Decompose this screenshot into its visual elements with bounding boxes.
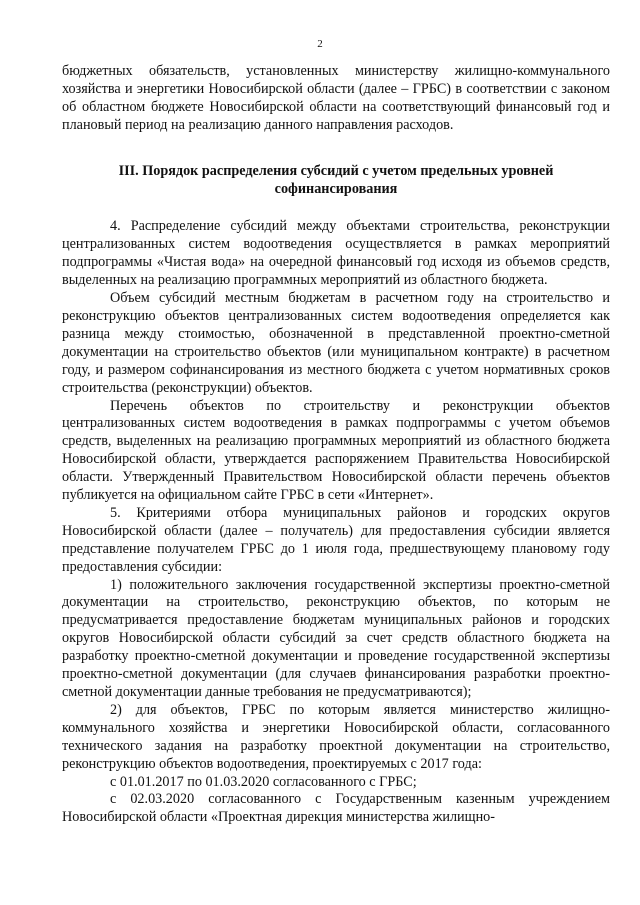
paragraph-item-4: 4. Распределение субсидий между объектами строительства, реконструкции централизованных систем водоотведения осуществляется в рамках мероприятий подпрограммы «Чистая вода» на очередной финансовый год исходя из объемов средств, выделенных на реализацию программных мероприятий из областного бюджета. [62, 218, 610, 289]
continuation-paragraph: бюджетных обязательств, установленных министерству жилищно-коммунального хозяйства и энергетики Новосибирской области (далее – ГРБС) в соответствии с законом об областном бюджете Новосибирской области на соответствующий финансовый год и плановый период на реализацию данного направления расходов. [62, 63, 610, 133]
paragraph-subsidy-volume: Объем субсидий местным бюджетам в расчетном году на строительство и реконструкцию объектов централизованных систем водоотведения определяется как разница между стоимостью, обозначенной в представленной проектно-сметной документации на строительство объектов (или муниципальном контракте) в расчетном году, и размером софинансирования из местного бюджета с учетом нормативных сроков строительства (реконструкции) объектов. [62, 290, 610, 396]
document-body [62, 63, 610, 827]
paragraph-object-list: Перечень объектов по строительству и реконструкции объектов централизованных систем водоотведения в рамках подпрограммы с учетом объемов средств, выделенных на реализацию программных мероприятий из областного бюджета Новосибирской области, утверждается распоряжением Правительства Новосибирской области. Утвержденный Правительством Новосибирской области перечень объектов публикуется на официальном сайте ГРБС в сети «Интернет». [62, 397, 610, 504]
page-number: 2 [317, 38, 323, 50]
paragraph-date-range-1: с 01.01.2017 по 01.03.2020 согласованного с ГРБС; [110, 773, 417, 790]
section-heading: III. Порядок распределения субсидий с учетом предельных уровней софинансирования [118, 162, 554, 197]
paragraph-date-range-2: с 02.03.2020 согласованного с Государственным казенным учреждением Новосибирской области «Проектная дирекция министерства жилищно- [62, 791, 610, 826]
paragraph-subitem-2: 2) для объектов, ГРБС по которым является министерство жилищно-коммунального хозяйства и энергетики Новосибирской области, согласованного технического задания на разработку проектной документации на строительство, реконструкцию объектов водоотведения, проектируемых с 2017 года: [62, 701, 610, 772]
paragraph-subitem-1: 1) положительного заключения государственной экспертизы проектно-сметной документации на строительство, реконструкцию объектов, по которым не предусматривается предоставление бюджетам муниципальных районов и городских округов Новосибирской области субсидий за счет средств областного бюджета на разработку проектно-сметной документации и проведение государственной экспертизы проектно-сметной документации (для случаев финансирования разработки проектно-сметной документации данные требования не предусматриваются); [62, 576, 610, 700]
paragraph-item-5: 5. Критериями отбора муниципальных районов и городских округов Новосибирской области (далее – получатель) для предоставления субсидии является представление получателем ГРБС до 1 июля года, предшествующему плановому году предоставления субсидии: [62, 504, 610, 575]
